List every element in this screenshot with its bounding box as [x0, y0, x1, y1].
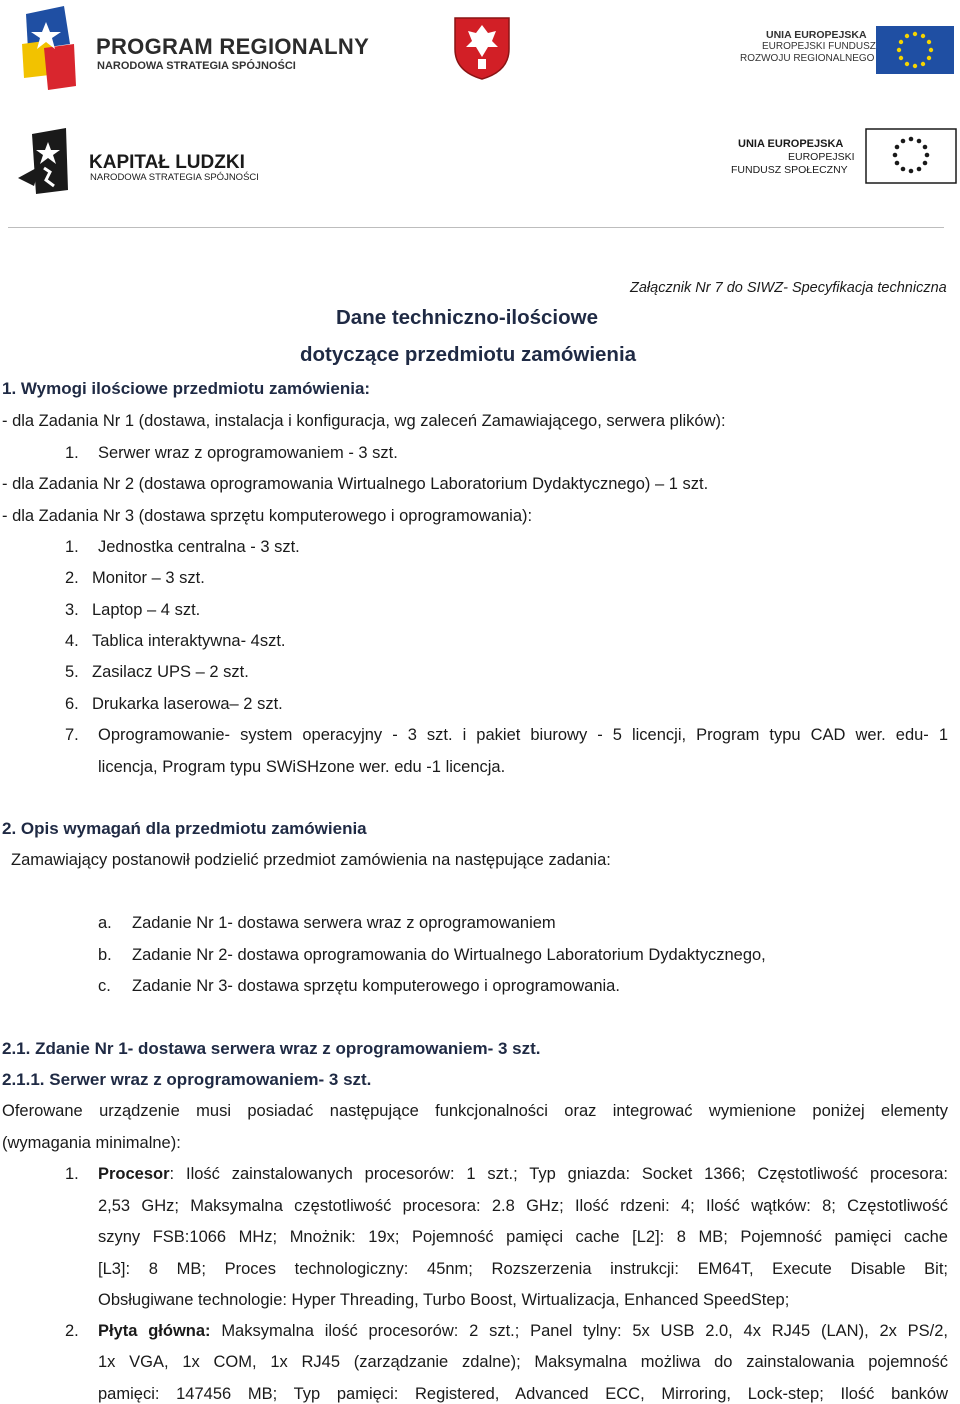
kapital-ludzki-emblem-icon — [18, 128, 72, 196]
spec2-line1-row — [98, 1321, 948, 1341]
task3-item-text: Monitor – 3 szt. — [92, 569, 205, 587]
star-flag-icon — [18, 4, 82, 92]
spec1-number: 1. — [65, 1165, 79, 1183]
task3-item7-line1: Oprogramowanie- system operacyjny - 3 szt. i pakiet biurowy - 5 licencji, Program typu CAD wer. edu- 1 — [98, 726, 948, 744]
spec1-line2: 2,53 GHz; Maksymalna częstotliwość procesora: 2.8 GHz; Ilość rdzeni: 4; Ilość wątków: 8; Częstotliwość — [98, 1197, 948, 1215]
section211-heading: 2.1.1. Serwer wraz z oprogramowaniem- 3 szt. — [2, 1070, 372, 1089]
task1-item-text: Serwer wraz z oprogramowaniem - 3 szt. — [98, 444, 398, 462]
eu1-line1: UNIA EUROPEJSKA — [766, 29, 867, 41]
task-summary: Zadanie Nr 1- dostawa serwera wraz z oprogramowaniem — [132, 914, 556, 932]
section211-intro-line2: (wymagania minimalne): — [2, 1134, 181, 1152]
program-regionalny-logo — [18, 4, 370, 94]
task3-item-text: Tablica interaktywna- 4szt. — [92, 632, 286, 650]
task3-item-number: 4. — [65, 632, 79, 650]
doc-title-line2: dotyczące przedmiotu zamówienia — [300, 343, 637, 366]
task3-item-text: Drukarka laserowa– 2 szt. — [92, 695, 283, 713]
spec1-line3: szyny FSB:1066 MHz; Mnożnik: 19x; Pojemność pamięci cache [L2]: 8 MB; Pojemność pamięci cache — [98, 1228, 948, 1246]
task-summary: Zadanie Nr 2- dostawa oprogramowania do Wirtualnego Laboratorium Dydaktycznego, — [132, 946, 766, 964]
eu2-line3: FUNDUSZ SPOŁECZNY — [731, 164, 848, 176]
program-title: PROGRAM REGIONALNY — [96, 34, 370, 59]
eu1-line3: ROZWOJU REGIONALNEGO — [740, 53, 875, 64]
task-letter: a. — [98, 914, 112, 932]
spec2-line3: pamięci: 147456 MB; Typ pamięci: Registered, Advanced ECC, Mirroring, Lock-step; Ilość banków — [98, 1385, 948, 1403]
task3-item7-line2: licencja, Program typu SWiSHzone wer. edu -1 licencja. — [98, 758, 506, 776]
eu-flag-icon — [876, 26, 954, 74]
task-letter: c. — [98, 977, 111, 995]
section1-heading: 1. Wymogi ilościowe przedmiotu zamówienia: — [2, 379, 371, 398]
spec2-label: Płyta główna: — [98, 1322, 211, 1340]
eu-esf-logo — [730, 128, 958, 186]
task1-item-number: 1. — [65, 444, 79, 462]
coat-of-arms-logo — [452, 15, 512, 81]
coat-of-arms-icon — [452, 15, 512, 81]
task3-item-number: 6. — [65, 695, 79, 713]
eu1-line2: EUROPEJSKI FUNDUSZ — [762, 41, 876, 52]
kl-title: KAPITAŁ LUDZKI — [89, 152, 245, 173]
spec1-line4: [L3]: 8 MB; Proces technologiczny: 45nm; Rozszerzenia instrukcji: EM64T, Execute Disable Bit; — [98, 1260, 948, 1278]
task-summary: Zadanie Nr 3- dostawa sprzętu komputerowego i oprogramowania. — [132, 977, 620, 995]
spec2-line2: 1x VGA, 1x COM, 1x RJ45 (zarządzanie zdalne); Maksymalna możliwa do zainstalowania pojemność — [98, 1353, 948, 1371]
task3-item-text: Zasilacz UPS – 2 szt. — [92, 663, 249, 681]
annex-label: Załącznik Nr 7 do SIWZ- Specyfikacja techniczna — [630, 280, 947, 296]
spec2-line1: Maksymalna ilość procesorów: 2 szt.; Panel tylny: 5x USB 2.0, 4x RJ45 (LAN), 2x PS/2, — [210, 1322, 948, 1340]
spec2-number: 2. — [65, 1322, 79, 1340]
task2-intro: - dla Zadania Nr 2 (dostawa oprogramowania Wirtualnego Laboratorium Dydaktycznego) – 1 szt. — [2, 475, 709, 493]
task3-item-number: 5. — [65, 663, 79, 681]
task3-item7-number: 7. — [65, 726, 79, 744]
section2-heading: 2. Opis wymagań dla przedmiotu zamówienia — [2, 819, 367, 838]
task3-item-text: Jednostka centralna - 3 szt. — [98, 538, 300, 556]
spec1-line1-row — [98, 1164, 948, 1184]
section21-heading: 2.1. Zdanie Nr 1- dostawa serwera wraz z oprogramowaniem- 3 szt. — [2, 1039, 541, 1058]
eu2-line1: UNIA EUROPEJSKA — [738, 138, 844, 150]
task3-item-text: Laptop – 4 szt. — [92, 601, 201, 619]
doc-title-line1: Dane techniczno-ilościowe — [336, 306, 598, 329]
section211-intro-line1: Oferowane urządzenie musi posiadać następujące funkcjonalności oraz integrować wymienione poniżej elementy — [2, 1102, 948, 1120]
spec1-line1: : Ilość zainstalowanych procesorów: 1 szt.; Typ gniazda: Socket 1366; Częstotliwość procesora: — [169, 1165, 948, 1183]
eu-flag-outline-icon — [865, 128, 957, 184]
header-divider — [8, 227, 944, 228]
spec1-line5: Obsługiwane technologie: Hyper Threading, Turbo Boost, Wirtualizacja, Enhanced SpeedStep; — [98, 1291, 790, 1309]
kl-subtitle: NARODOWA STRATEGIA SPÓJNOŚCI — [90, 172, 259, 183]
section2-intro: Zamawiający postanowił podzielić przedmiot zamówienia na następujące zadania: — [11, 851, 611, 869]
task1-intro: - dla Zadania Nr 1 (dostawa, instalacja i konfiguracja, wg zaleceń Zamawiającego, serwera plików): — [2, 412, 726, 430]
eu2-line2: EUROPEJSKI — [788, 151, 855, 163]
task3-item-number: 2. — [65, 569, 79, 587]
task3-intro: - dla Zadania Nr 3 (dostawa sprzętu komputerowego i oprogramowania): — [2, 507, 533, 525]
eu-erdf-logo — [740, 26, 952, 74]
task3-item-number: 1. — [65, 538, 79, 556]
task-letter: b. — [98, 946, 112, 964]
kapital-ludzki-logo — [18, 128, 280, 198]
program-subtitle: NARODOWA STRATEGIA SPÓJNOŚCI — [97, 60, 296, 72]
task3-item-number: 3. — [65, 601, 79, 619]
spec1-label: Procesor — [98, 1165, 170, 1183]
